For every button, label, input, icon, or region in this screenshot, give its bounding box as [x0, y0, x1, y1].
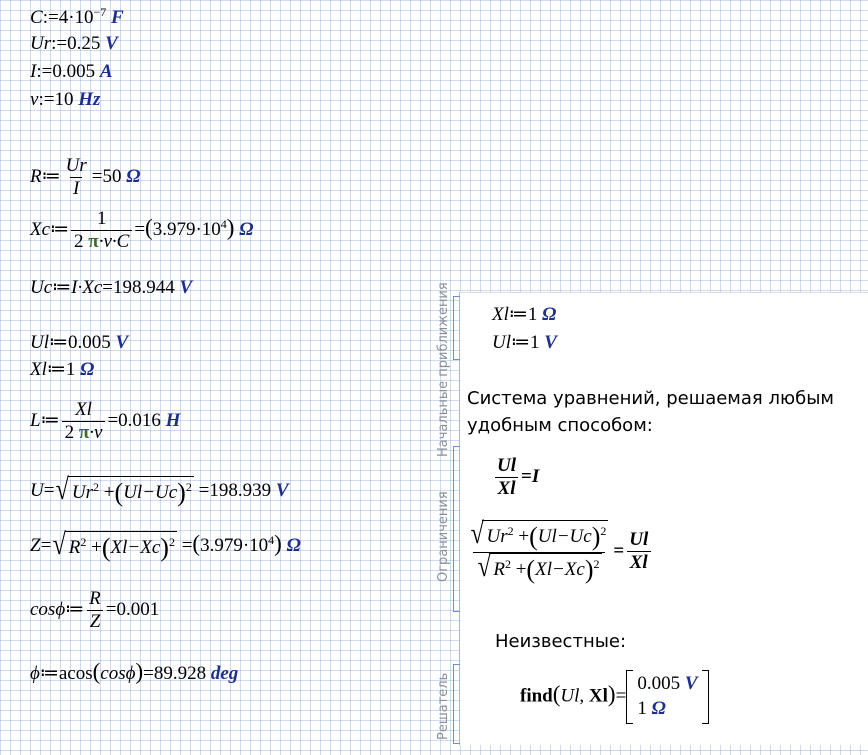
label-solver: Решатель — [436, 672, 451, 740]
fraction: $\frac{1}{2 \pi\cdot v\cdot C}$ — [71, 208, 132, 254]
sqrt: √ $R^2 +(Xl-Xc)^2$ — [52, 528, 175, 562]
system-description[interactable]: Система уравнений, решаемая любым удобным способом: — [467, 388, 835, 436]
formula-xc[interactable]: Xc≔ $\frac{1}{2 \pi\cdot v\cdot C}$ $=(3.979\cdot 10^4)$ Ω — [30, 208, 254, 252]
fraction: $\frac{Ul}{Xl}$ — [626, 529, 651, 575]
formula-phi[interactable]: ϕ≔acos(cosϕ)=89.928 deg — [30, 659, 239, 684]
formula-z[interactable]: Z= √ $R^2 +(Xl-Xc)^2$ $=(3.979\cdot 10^4)$ Ω — [30, 528, 301, 562]
unknowns-label[interactable]: Неизвестные: — [495, 631, 627, 652]
given-i[interactable]: I:=0.005 A — [30, 61, 113, 82]
label-constraints: Ограничения — [436, 491, 451, 582]
sqrt: √ $Ur^2 +(Ul-Uc)^2$ — [56, 473, 192, 507]
section-bracket-constraints — [453, 446, 460, 612]
formula-r[interactable]: R≔ $\frac{Ur}{I}$ =50 Ω — [30, 155, 141, 199]
constraint-eq2[interactable]: √ $Ur^2 +(Ul-Uc)^2$ √ $R^2 +(Xl-Xc)^2$ = $\frac{Ul}{Xl}$ — [464, 520, 653, 584]
fraction: √ $Ur^2 +(Ul-Uc)^2$ √ $R^2 +(Xl-Xc)^2$ — [470, 517, 607, 584]
given-c[interactable]: $C:=4\cdot 10^{-7}$ F — [30, 5, 124, 28]
label-initial-guesses: Начальные приближения — [436, 282, 451, 457]
fraction: $\frac{Ul}{Xl}$ — [494, 455, 519, 501]
fraction: $\frac{R}{Z}$ — [86, 588, 104, 634]
formula-l[interactable]: L≔ $\frac{Xl}{2 \pi\cdot v}$ =0.016 H — [30, 399, 181, 443]
result-matrix: 0.005 V 1 Ω — [626, 670, 708, 724]
def-ul[interactable]: Ul≔0.005 V — [30, 332, 129, 353]
fraction: $\frac{Xl}{2 \pi\cdot v}$ — [62, 399, 106, 445]
find-expression[interactable]: find(Ul, Xl)= 0.005 V 1 Ω — [520, 670, 709, 724]
initial-ul[interactable]: Ul≔1 V — [492, 332, 557, 353]
def-xl[interactable]: Xl≔1 Ω — [30, 359, 95, 380]
formula-u[interactable]: U= √ $Ur^2 +(Ul-Uc)^2$ =198.939 V — [30, 473, 289, 507]
section-bracket-initial — [453, 296, 460, 360]
formula-uc[interactable]: Uc≔I·Xc=198.944 V — [30, 277, 193, 298]
initial-xl[interactable]: Xl≔1 Ω — [492, 304, 557, 325]
formula-cosphi[interactable]: cosϕ≔ $\frac{R}{Z}$ =0.001 — [30, 588, 160, 632]
given-v[interactable]: v:=10 Hz — [30, 89, 101, 110]
given-ur[interactable]: Ur:=0.25 V — [30, 33, 118, 54]
constraint-eq1[interactable]: $\frac{Ul}{Xl}$ =I — [492, 455, 539, 501]
section-bracket-solver — [453, 664, 460, 744]
fraction: $\frac{Ur}{I}$ — [65, 155, 87, 199]
